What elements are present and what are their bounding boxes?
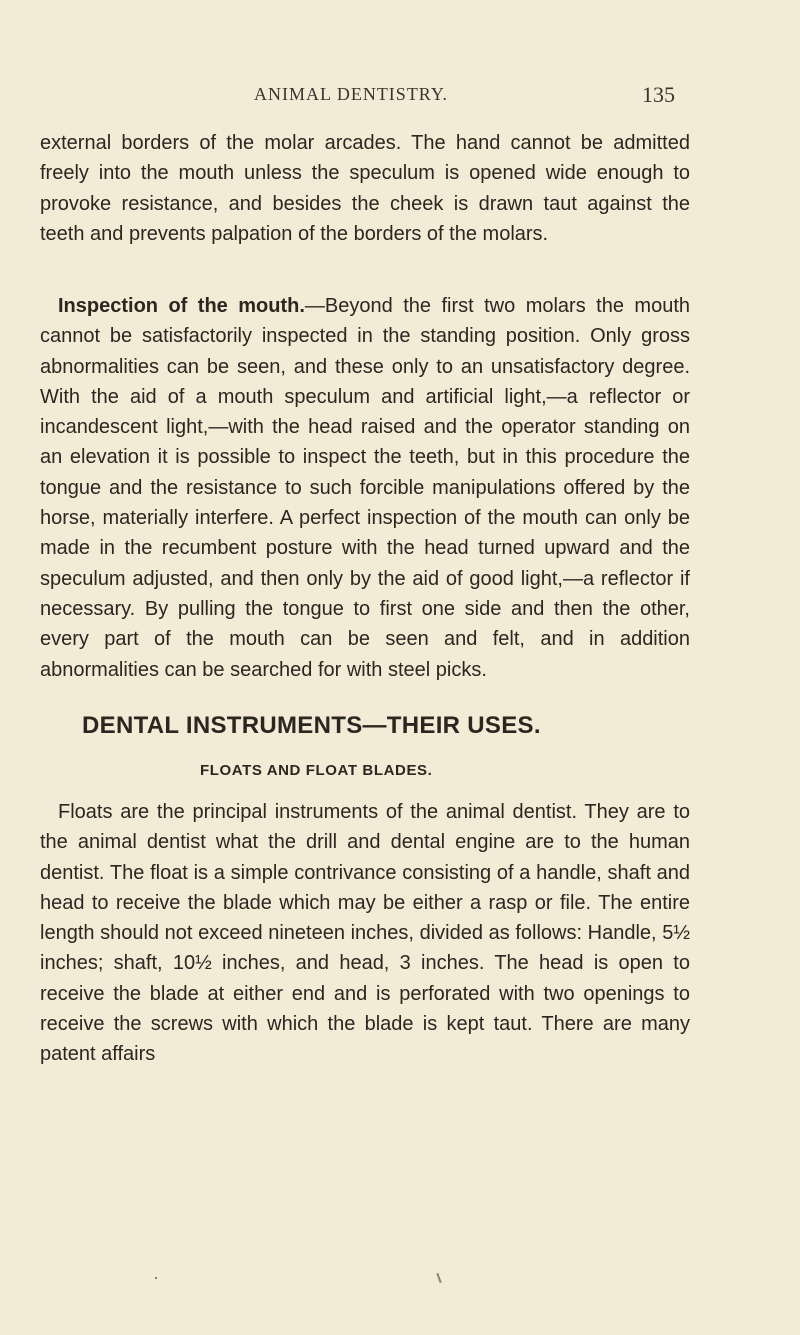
paper-speck xyxy=(436,1273,441,1283)
paper-speck xyxy=(155,1277,157,1279)
paragraph-continuation: external borders of the molar arcades. The hand cannot be admitted freely into the mouth unless the speculum is opened wide enough to provoke resistance, and besides the cheek is drawn taut against the teeth and prevents palpation of the borders of the molars. xyxy=(40,132,690,245)
page-number: 135 xyxy=(642,82,675,107)
paragraph-inspection xyxy=(40,291,690,685)
subsection-heading: FLOATS AND FLOAT BLADES. xyxy=(200,762,433,779)
running-head: ANIMAL DENTISTRY. xyxy=(254,84,449,104)
paragraph-inspection-body: —Beyond the first two molars the mouth cannot be satisfactorily inspected in the standing position. Only gross abnormalities can be seen, and these only to an unsatisfactory degree. With the aid of a mouth speculum and artificial light,—a reflector or incandescent light,—with the head raised and the operator standing on an elevation it is possible to inspect the teeth, but in this procedure the tongue and the resistance to such forcible manipulations offered by the horse, materially interfere. A perfect inspection of the mouth can only be made in the recumbent posture with the head turned upward and the speculum adjusted, and then only by the aid of good light,—a reflector if necessary. By pulling the tongue to first one side and then the other, every part of the mouth can be seen and felt, and in addition abnormalities can be searched for with steel picks. xyxy=(40,295,690,681)
section-heading: DENTAL INSTRUMENTS—THEIR USES. xyxy=(82,712,541,739)
run-in-heading: Inspection of the mouth. xyxy=(58,295,305,317)
paragraph-floats: Floats are the principal instruments of the animal dentist. They are to the animal dentist what the drill and dental engine are to the human dentist. The float is a simple contrivance consisting of a handle, shaft and head to receive the blade which may be either a rasp or file. The entire length should not exceed nineteen inches, divided as follows: Handle, 5½ inches; shaft, 10½ inches, and head, 3 inches. The head is open to receive the blade at either end and is perforated with two openings to receive the screws with which the blade is kept taut. There are many patent affairs xyxy=(40,801,690,1066)
